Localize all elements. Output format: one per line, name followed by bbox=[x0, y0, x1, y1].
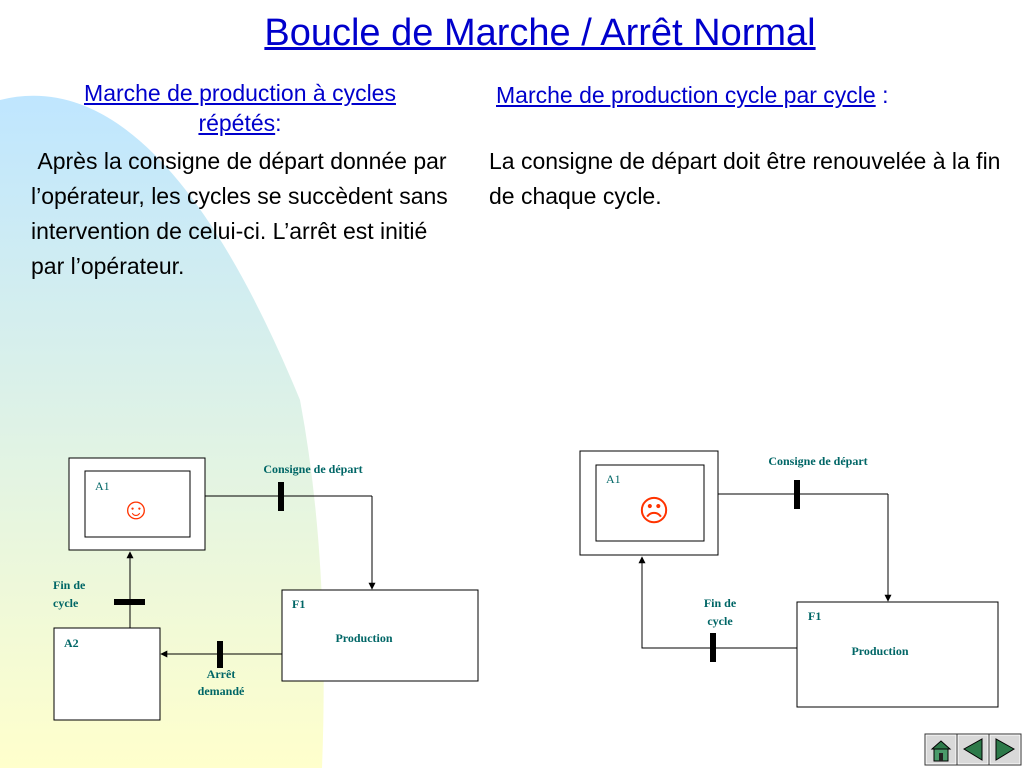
step-f1-label: F1 bbox=[292, 597, 306, 611]
step-a2-label: A2 bbox=[64, 636, 79, 650]
label-consigne: Consigne de départ bbox=[768, 454, 868, 468]
step-f1-action: Production bbox=[335, 631, 393, 645]
label-fin-2: cycle bbox=[707, 614, 733, 628]
label-fin-1: Fin de bbox=[53, 578, 86, 592]
right-heading-text: Marche de production cycle par cycle bbox=[496, 82, 876, 108]
left-paragraph: Après la consigne de départ donnée par l’opérateur, les cycles se succèdent sans intervention de celui-ci. L’arrêt est initié par l’opérateur. bbox=[31, 148, 455, 279]
label-consigne: Consigne de départ bbox=[263, 462, 363, 476]
next-button[interactable] bbox=[989, 734, 1021, 765]
right-heading-suffix: : bbox=[875, 82, 889, 108]
smiley-sad-icon: ☹ bbox=[638, 495, 670, 528]
home-button[interactable] bbox=[925, 734, 957, 765]
step-a1-label: A1 bbox=[95, 479, 110, 493]
label-fin-2: cycle bbox=[53, 596, 79, 610]
left-heading-text: Marche de production à cycles répétés bbox=[84, 80, 396, 136]
step-f1-label: F1 bbox=[808, 609, 822, 623]
left-heading-suffix: : bbox=[275, 110, 282, 136]
smiley-happy-icon: ☺ bbox=[120, 493, 152, 526]
label-arret-1: Arrêt bbox=[206, 667, 236, 681]
previous-button[interactable] bbox=[957, 734, 989, 765]
step-a1-label: A1 bbox=[606, 472, 621, 486]
page-title: Boucle de Marche / Arrêt Normal bbox=[264, 12, 816, 54]
right-paragraph: La consigne de départ doit être renouvelée à la fin de chaque cycle. bbox=[489, 148, 1001, 209]
nav-bar bbox=[924, 733, 1022, 766]
label-fin-1: Fin de bbox=[703, 596, 737, 610]
label-arret-2: demandé bbox=[197, 684, 245, 698]
step-f1-action: Production bbox=[851, 644, 909, 658]
